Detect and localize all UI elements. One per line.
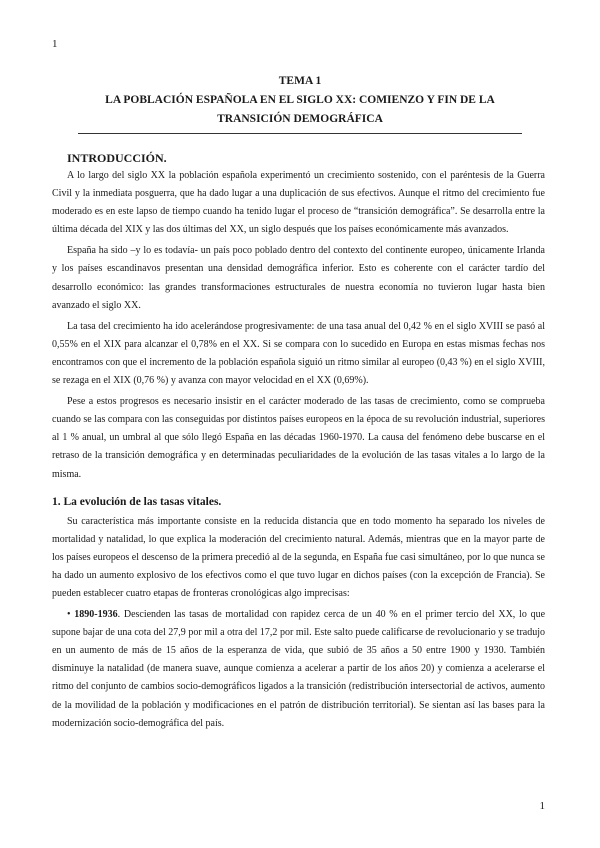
intro-paragraph-1: A lo largo del siglo XX la población española experimentó un crecimiento sostenido, con el paréntesis de la Guerra Civil y la inmediata posguerra, que ha dado lugar a una duplicación de sus efectivos. Aunque el ritmo del crecimiento fue moderado es en este lapso de tiempo cuando ha tenido lugar el proceso de “transición demográfica”. Se desarrolla entre la última década del XIX y las dos últimas del XX, un siglo después que los países económicamente más avanzados. [52,170,545,236]
title-line-1: TEMA 1 [278,75,322,87]
intro-paragraph-4: Pese a estos progresos es necesario insistir en el carácter moderado de las tasas de crecimiento, como se comprueba cuando se las compara con las conseguidas por distintos países europeos en la época de su revolución industrial, superiores al 1 % anual, un umbral al que sólo llegó España en las décadas 1960-1970. La causa del fenómeno debe buscarse en el retraso de la transición demográfica y en determinadas peculiaridades de la evolución de las tasas vitales a lo largo de la misma. [52,396,545,480]
bullet-item-1890-1936 [52,606,545,733]
bullet-label: 1890-1936 [74,609,118,621]
intro-heading: INTRODUCCIÓN. [67,151,167,165]
document-body [52,150,545,736]
intro-paragraph-2: España ha sido –y lo es todavía- un país poco poblado dentro del contexto del continente europeo, únicamente Irlanda y los países escandinavos presentan una densidad demográfica inferior. Esto es coherente con el carácter tardío del desarrollo económico: las grandes transformaciones estructurales de nuestra economía no tuvieron lugar hasta bien avanzado el siglo XX. [52,245,545,311]
document-title [52,72,548,129]
title-line-3: TRANSICIÓN DEMOGRÁFICA [217,113,383,125]
title-line-2: LA POBLACIÓN ESPAÑOLA EN EL SIGLO XX: COMIENZO Y FIN DE LA [105,94,495,106]
title-divider [78,133,522,134]
section-1-heading: 1. La evolución de las tasas vitales. [52,495,222,508]
bullet-marker: • [67,609,71,621]
header-page-number: 1 [52,38,58,50]
bullet-text: . Descienden las tasas de mortalidad con rapidez cerca de un 40 % en el primer tercio del XX, lo que supone bajar de una cota del 27,9 por mil a otra del 17,2 por mil. Este salto puede calificarse de revolucionario y se tradujo en un aumento de más de 15 años de la esperanza de vida, que subió de 35 años a 50 entre 1900 y 1930. También disminuye la natalidad (de manera suave, aunque comienza a acelerar a partir de los años 20) y comienza a acelerarse el ritmo del conjunto de cambios socio-demográficos ligados a la transición (redistribución intersectorial de activos, aumento de la movilidad de la población y modificaciones en el patrón de distribución territorial). Se sientan así las bases para la modernización socio-demográfica del país. [52,609,546,729]
intro-paragraph-3: La tasa del crecimiento ha ido acelerándose progresivamente: de una tasa anual del 0,42 % en el siglo XVIII se pasó al 0,55% en el XIX para alcanzar el 0,78% en el XX. Si se compara con lo sucedido en Europa en estas mismas fechas nos encontramos con que el incremento de la población española siguió un ritmo similar al europeo (0,43 %) en el siglo XVIII, se rezaga en el XIX (0,76 %) y avanza con mayor velocidad en el XX (0,69%). [52,320,545,387]
footer-page-number: 1 [539,800,545,812]
section-1-paragraph: Su característica más importante consiste en la reducida distancia que en todo momento ha separado los niveles de mortalidad y natalidad, lo que explica la moderación del crecimiento natural. Además, mientras que en la mayor parte de los países europeos el descenso de la primera precedió al de la segunda, en España fue casi simultáneo, por lo que nunca se ha dado un aumento explosivo de los efectivos como el que tuvo lugar en dichos países (con la excepción de Francia). Se pueden establecer cuatro etapas de fronteras cronológicas algo imprecisas: [52,515,545,599]
